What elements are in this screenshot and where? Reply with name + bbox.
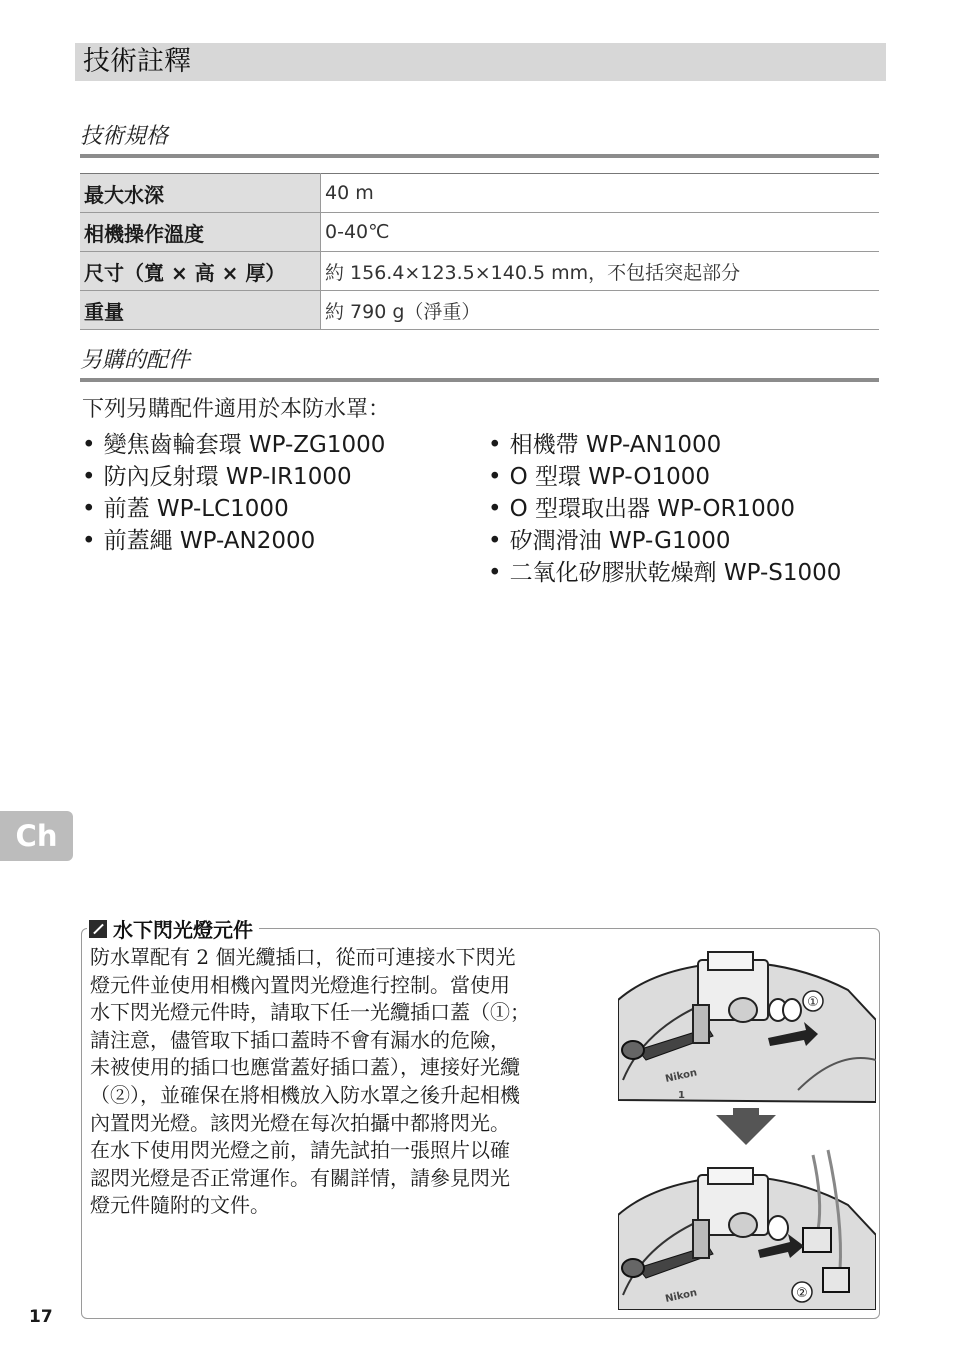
spec-key: 最大水深 xyxy=(80,174,321,213)
accessories-heading-text: 另購的配件 xyxy=(80,348,191,373)
page-number: 17 xyxy=(29,1307,53,1327)
accessories-intro: 下列另購配件適用於本防水罩： xyxy=(82,397,391,422)
spec-value: 約 156.4×123.5×140.5 mm，不包括突起部分 xyxy=(321,252,880,291)
list-item: • 防內反射環 WP-IR1000 xyxy=(82,461,385,493)
list-item: • 前蓋繩 WP-AN2000 xyxy=(82,525,385,557)
specs-heading-text: 技術規格 xyxy=(80,124,169,149)
note-line: 認閃光燈是否正常運作。有關詳情，請參見閃光 xyxy=(90,1165,510,1190)
note-line: 燈元件並使用相機內置閃光燈進行控制。當使用 xyxy=(90,972,510,997)
note-line: 在水下使用閃光燈之前，請先試拍一張照片以確 xyxy=(90,1138,510,1163)
spec-value: 0-40℃ xyxy=(321,213,880,252)
list-item: • O 型環 WP-O1000 xyxy=(488,461,841,493)
spec-key: 尺寸（寬 × 高 × 厚） xyxy=(80,252,321,291)
table-row xyxy=(80,291,879,330)
specs-heading xyxy=(80,122,879,158)
note-body xyxy=(90,944,610,1220)
table-row xyxy=(80,174,879,213)
arrow-stem xyxy=(733,1108,759,1116)
spec-value: 40 m xyxy=(321,174,880,213)
spec-key: 相機操作溫度 xyxy=(80,213,321,252)
list-item: • O 型環取出器 WP-OR1000 xyxy=(488,493,841,525)
brand-logo-bottom: Nikon xyxy=(664,1287,699,1305)
list-item: • 矽潤滑油 WP-G1000 xyxy=(488,525,841,557)
callout-2: ② xyxy=(796,1286,808,1301)
note-line: 內置閃光燈。該閃光燈在每次拍攝中都將閃光。 xyxy=(90,1110,510,1135)
accessory-list-right xyxy=(488,429,841,589)
note-line: 防水罩配有 2 個光纜插口，從而可連接水下閃光 xyxy=(90,945,516,969)
note-line: 水下閃光燈元件時，請取下任一光纜插口蓋（①； xyxy=(90,1000,530,1025)
note-line: 燈元件隨附的文件。 xyxy=(90,1193,270,1218)
pencil-note-icon xyxy=(89,920,107,938)
spec-value: 約 790 g（淨重） xyxy=(321,291,880,330)
note-line: 未被使用的插口也應當蓋好插口蓋），連接好光纜 xyxy=(90,1055,520,1080)
specs-table xyxy=(80,173,879,330)
housing-illustration xyxy=(618,950,876,1310)
note-line: 請注意，儘管取下插口蓋時不會有漏水的危險， xyxy=(90,1027,510,1052)
list-item: • 變焦齒輪套環 WP-ZG1000 xyxy=(82,429,385,461)
callout-1: ① xyxy=(807,995,819,1010)
accessories-heading xyxy=(80,346,879,382)
illustration-bottom xyxy=(618,1150,876,1310)
model-number: 1 xyxy=(678,1090,685,1101)
arrow-down-icon xyxy=(716,1115,776,1145)
accessory-list-left xyxy=(82,429,385,557)
illustration-top xyxy=(618,952,876,1102)
spec-key: 重量 xyxy=(80,291,321,330)
list-item: • 前蓋 WP-LC1000 xyxy=(82,493,385,525)
list-item: • 二氧化矽膠狀乾燥劑 WP-S1000 xyxy=(488,557,841,589)
table-row xyxy=(80,213,879,252)
list-item: • 相機帶 WP-AN1000 xyxy=(488,429,841,461)
chapter-tab[interactable]: Ch xyxy=(0,811,73,861)
page-title: 技術註釋 xyxy=(83,46,191,77)
table-row xyxy=(80,252,879,291)
brand-logo-top: Nikon xyxy=(664,1067,699,1085)
note-line: （②），並確保在將相機放入防水罩之後升起相機 xyxy=(90,1082,520,1107)
note-title-text: 水下閃光燈元件 xyxy=(113,918,253,942)
note-title xyxy=(87,914,259,943)
title-bar xyxy=(75,43,886,81)
